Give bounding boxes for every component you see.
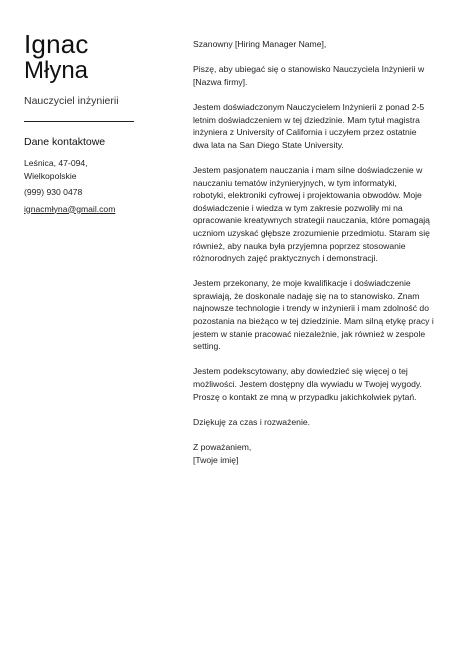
divider: [24, 121, 134, 122]
email-link[interactable]: ignacmłyna@gmail.com: [24, 203, 116, 214]
phone-number: (999) 930 0478: [24, 187, 83, 197]
sidebar: [24, 30, 136, 215]
last-name: Młyna: [24, 57, 89, 84]
address-line-1: Leśnica, 47-094,: [24, 158, 88, 168]
paragraph-intro: Piszę, aby ubiegać się o stanowisko Nauczyciela Inżynierii w [Nazwa firmy].: [193, 64, 425, 87]
address-line-2: Wielkopolskie: [24, 170, 77, 181]
signature: [Twoje imię]: [193, 454, 239, 465]
letter-body: [193, 38, 451, 466]
paragraph-thanks: Dziękuję za czas i rozważenie.: [193, 416, 311, 427]
job-title: Nauczyciel inżynierii: [24, 95, 119, 107]
contact-heading: Dane kontaktowe: [24, 136, 106, 148]
closing: Z poważaniem,: [193, 442, 252, 452]
first-name: Ignac: [24, 29, 89, 59]
paragraph-availability: Jestem podekscytowany, aby dowiedzieć się więcej o tej możliwości. Jestem dostępny dla wywiadu w Twojej wygody. Proszę o kontakt ze mną w przypadku jakichkolwiek pytań.: [193, 366, 422, 402]
paragraph-passion: Jestem pasjonatem nauczania i mam silne doświadczenie w nauczaniu tematów inżynieryjnych, w tym informatyki, robotyki, elektroniki cyfrowej i projektowania obwodów. Moje doświadczenie i wiedza w tym zakresie pozwoliły mi na opracowanie kreatywnych strategii nauczania, które pomagają uczniom uzyskać głębsze zrozumienie przedmiotu. Staram się również, aby nauka była przyjemna poprzez stosowanie różnorodnych zajęć praktycznych i demonstracji.: [193, 164, 430, 264]
salutation: Szanowny [Hiring Manager Name],: [193, 39, 327, 49]
paragraph-experience: Jestem doświadczonym Nauczycielem Inżynierii z ponad 2-5 letnim doświadczeniem w tej dziedzinie. Mam tytuł magistra inżyniera z University of California i uczyłem przez ostatnie dwa lata na San Diego State University.: [193, 101, 425, 150]
paragraph-qualifications: Jestem przekonany, że moje kwalifikacje i doświadczenie sprawiają, że doskonale nadaję się na to stanowisko. Znam najnowsze technologie i trendy w inżynierii i mam zdolność do pozostania na bieżąco w tej dziedzinie. Mam silną etykę pracy i jestem w stanie pracować niezależnie, jak również w zespole setting.: [193, 278, 434, 352]
